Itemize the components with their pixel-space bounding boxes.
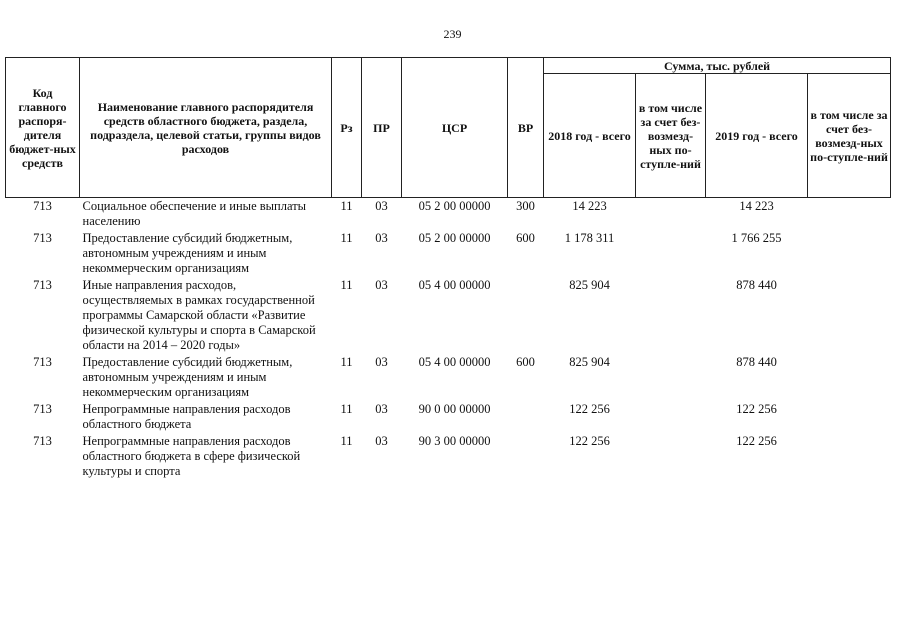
table-row [6,277,891,354]
cell-vr [508,401,544,433]
header-2018-total: 2018 год - всего [544,74,636,198]
cell-code: 713 [33,231,52,245]
cell-pr: 03 [375,402,388,416]
cell-2018-total: 122 256 [569,402,610,416]
cell-csr: 05 4 00 00000 [418,278,491,292]
header-rz: Рз [332,58,362,198]
cell-2019-total: 122 256 [736,434,777,448]
cell-2018-total: 1 178 311 [564,231,615,245]
table-body [6,198,891,481]
cell-2019-total: 122 256 [736,402,777,416]
cell-2018-free [636,433,706,480]
cell-2019-free [808,433,891,480]
cell-code: 713 [33,355,52,369]
header-2019-total: 2019 год - всего [706,74,808,198]
cell-2019-total: 878 440 [736,355,777,369]
cell-csr: 05 2 00 00000 [418,231,491,245]
cell-code: 713 [33,402,52,416]
cell-code: 713 [33,434,52,448]
cell-name: Непрограммные направления расходов областного бюджета [82,402,291,431]
header-csr: ЦСР [402,58,508,198]
header-name: Наименование главного распорядителя средств областного бюджета, раздела, подраздела, целевой статьи, группы видов расходов [80,58,332,198]
table-header [6,58,891,198]
cell-name: Предоставление субсидий бюджетным, автономным учреждениям и иным некоммерческим организациям [82,231,293,275]
cell-2018-total: 122 256 [569,434,610,448]
cell-pr: 03 [375,434,388,448]
cell-2018-free [636,354,706,401]
table-row [6,401,891,433]
cell-2019-total: 878 440 [736,278,777,292]
cell-name: Иные направления расходов, осуществляемых в рамках государственной программы Самарской области «Развитие физической культуры и спорта в Самарской области на 2014 – 2020 годы» [82,278,316,352]
cell-code: 713 [33,199,52,213]
cell-2018-total: 825 904 [569,278,610,292]
table-row [6,198,891,231]
cell-pr: 03 [375,199,388,213]
cell-rz: 11 [340,434,353,448]
cell-pr: 03 [375,278,388,292]
header-code: Код главного распоря-дителя бюджет-ных средств [6,58,80,198]
cell-2018-total: 14 223 [572,199,607,213]
cell-name: Предоставление субсидий бюджетным, автономным учреждениям и иным некоммерческим организациям [82,355,293,399]
cell-name: Социальное обеспечение и иные выплаты населению [82,199,307,228]
header-sum: Сумма, тыс. рублей [544,58,891,74]
cell-2018-free [636,230,706,277]
cell-vr [508,277,544,354]
cell-rz: 11 [340,355,353,369]
header-pr: ПР [362,58,402,198]
cell-vr: 600 [516,355,535,369]
header-vr: ВР [508,58,544,198]
cell-vr: 300 [516,199,535,213]
header-2019-free: в том числе за счет без-возмезд-ных по-ступле-ний [808,74,891,198]
cell-2019-free [808,277,891,354]
cell-2019-total: 1 766 255 [731,231,782,245]
cell-2019-free [808,198,891,231]
cell-2018-total: 825 904 [569,355,610,369]
cell-code: 713 [33,278,52,292]
cell-csr: 05 4 00 00000 [418,355,491,369]
cell-name: Непрограммные направления расходов областного бюджета в сфере физической культуры и спорта [82,434,301,478]
cell-csr: 05 2 00 00000 [418,199,491,213]
cell-2019-free [808,401,891,433]
cell-pr: 03 [375,231,388,245]
cell-2019-free [808,354,891,401]
cell-pr: 03 [375,355,388,369]
cell-rz: 11 [340,402,353,416]
cell-vr [508,433,544,480]
cell-rz: 11 [340,231,353,245]
cell-2018-free [636,277,706,354]
cell-2019-total: 14 223 [739,199,774,213]
page-number: 239 [443,27,462,41]
cell-vr: 600 [516,231,535,245]
budget-table [5,57,891,480]
cell-csr: 90 3 00 00000 [418,434,491,448]
cell-2018-free [636,198,706,231]
cell-csr: 90 0 00 00000 [418,402,491,416]
cell-2019-free [808,230,891,277]
cell-2018-free [636,401,706,433]
cell-rz: 11 [340,278,353,292]
header-2018-free: в том числе за счет без-возмезд-ных по-ступле-ний [636,74,706,198]
cell-rz: 11 [340,199,353,213]
table-row [6,354,891,401]
table-row [6,230,891,277]
table-row [6,433,891,480]
